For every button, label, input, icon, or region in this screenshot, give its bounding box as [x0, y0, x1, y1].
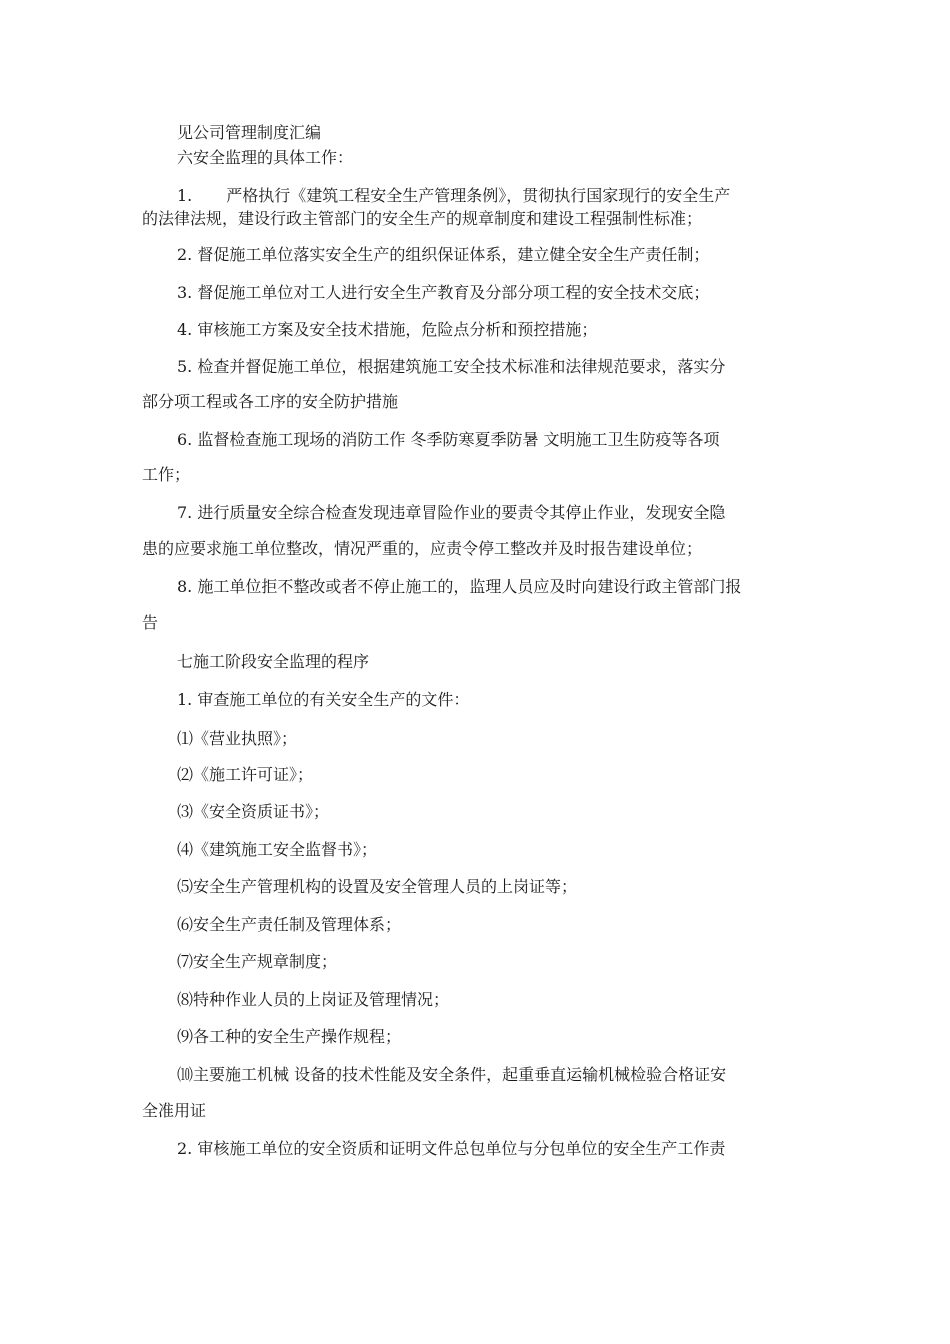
- section-6-item-1-line-1: [177, 185, 730, 207]
- section-6-item-8-line-2: 告: [142, 613, 159, 632]
- section-6-item-4: 4. 审核施工方案及安全技术措施，危险点分析和预控措施；: [177, 320, 598, 339]
- section-6-heading: 六安全监理的具体工作：: [177, 148, 354, 167]
- section-7-subitem-10-line-2: 全准用证: [142, 1101, 207, 1120]
- section-7-subitem-3: ⑶《安全资质证书》；: [177, 802, 330, 821]
- section-7-step-2: 2. 审核施工单位的安全资质和证明文件总包单位与分包单位的安全生产工作责: [177, 1139, 726, 1158]
- section-7-subitem-5: ⑸安全生产管理机构的设置及安全管理人员的上岗证等；: [177, 877, 578, 896]
- section-7-heading: 七施工阶段安全监理的程序: [177, 652, 370, 671]
- section-6-item-7-line-2: 患的应要求施工单位整改，情况严重的，应责令停工整改并及时报告建设单位；: [142, 539, 703, 558]
- section-6-item-3: 3. 督促施工单位对工人进行安全生产教育及分部分项工程的安全技术交底；: [177, 283, 710, 302]
- item-1-number: 1.: [177, 186, 193, 205]
- section-7-step-1: 1. 审查施工单位的有关安全生产的文件：: [177, 690, 470, 709]
- section-6-item-2: 2. 督促施工单位落实安全生产的组织保证体系，建立健全安全生产责任制；: [177, 245, 710, 264]
- section-7-subitem-10-line-1: ⑽主要施工机械 设备的技术性能及安全条件，起重垂直运输机械检验合格证安: [177, 1065, 727, 1084]
- section-7-subitem-1: ⑴《营业执照》；: [177, 729, 298, 748]
- section-6-item-1-line-2: 的法律法规，建设行政主管部门的安全生产的规章制度和建设工程强制性标准；: [142, 209, 703, 228]
- intro-line: 见公司管理制度汇编: [177, 123, 322, 142]
- section-7-subitem-6: ⑹安全生产责任制及管理体系；: [177, 915, 402, 934]
- section-7-subitem-8: ⑻特种作业人员的上岗证及管理情况；: [177, 990, 450, 1009]
- item-1-text: 严格执行《建筑工程安全生产管理条例》，贯彻执行国家现行的安全生产: [226, 186, 731, 205]
- section-6-item-6-line-1: 6. 监督检查施工现场的消防工作 冬季防寒夏季防暑 文明施工卫生防疫等各项: [177, 430, 720, 449]
- section-6-item-8-line-1: 8. 施工单位拒不整改或者不停止施工的，监理人员应及时向建设行政主管部门报: [177, 577, 742, 596]
- section-7-subitem-9: ⑼各工种的安全生产操作规程；: [177, 1027, 402, 1046]
- section-6-item-6-line-2: 工作；: [142, 465, 191, 484]
- section-6-item-5-line-1: 5. 检查并督促施工单位，根据建筑施工安全技术标准和法律规范要求，落实分: [177, 357, 726, 376]
- section-7-subitem-7: ⑺安全生产规章制度；: [177, 952, 338, 971]
- section-6-item-5-line-2: 部分项工程或各工序的安全防护措施: [142, 392, 399, 411]
- section-6-item-7-line-1: 7. 进行质量安全综合检查发现违章冒险作业的要责令其停止作业，发现安全隐: [177, 503, 726, 522]
- section-7-subitem-2: ⑵《施工许可证》；: [177, 765, 314, 784]
- section-7-subitem-4: ⑷《建筑施工安全监督书》；: [177, 840, 378, 859]
